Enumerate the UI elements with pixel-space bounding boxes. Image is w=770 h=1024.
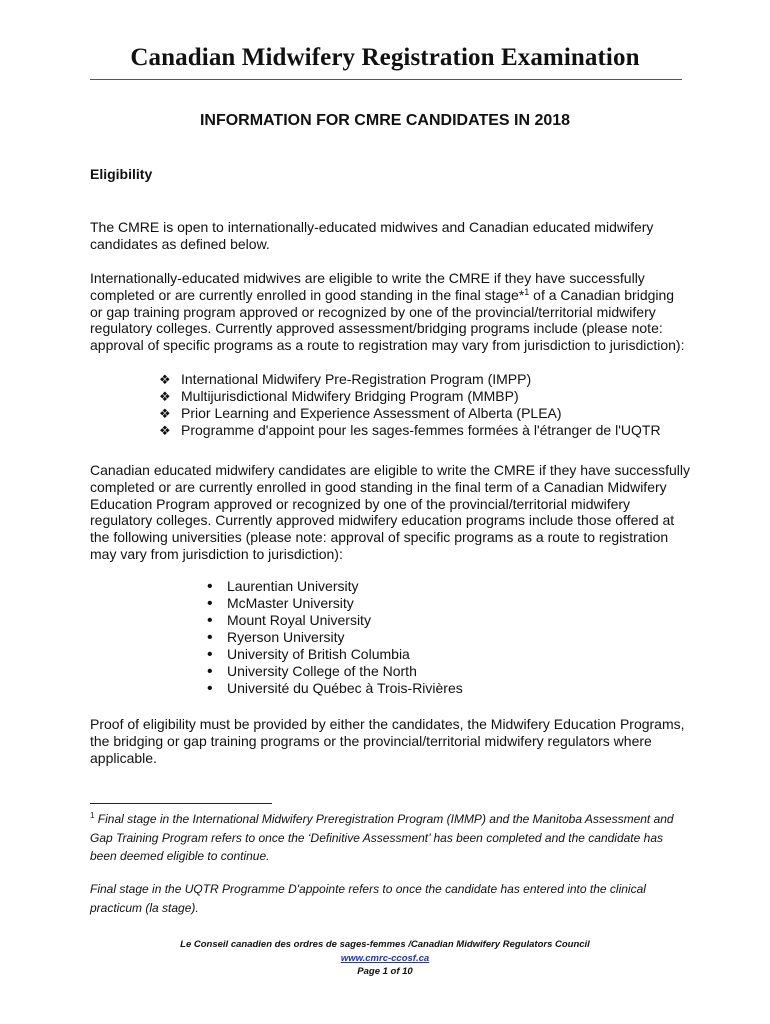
diamond-bullet-icon: ❖ [159,423,171,438]
list-item-label: University of British Columbia [227,646,410,662]
list-item [207,680,463,697]
internationally-educated-paragraph [90,270,690,354]
list-item-label: International Midwifery Pre-Registration Program (IMPP) [181,371,532,387]
page-number: Page 1 of 10 [357,966,413,977]
footnote-divider [90,803,272,804]
bullet-icon: • [207,595,213,612]
list-item [159,388,661,405]
proof-of-eligibility-paragraph: Proof of eligibility must be provided by either the candidates, the Midwifery Education Programs, the bridging or gap training programs or the provincial/territorial midwifery regulators where applicable. [90,716,685,766]
footnote-reference[interactable]: 1 [524,286,530,297]
footnote-text: Final stage in the International Midwifery Preregistration Program (IMMP) and the Manitoba Assessment and Gap Training Program refers to once the ‘Definitive Assessment’ has been completed and the candidate has been deemed eligible to continue. [90,812,674,863]
bullet-icon: • [207,612,213,629]
list-item-label: University College of the North [227,663,417,679]
bullet-icon: • [207,646,213,663]
list-item [207,646,463,663]
footer-website-link[interactable]: www.cmrc-ccosf.ca [340,952,430,964]
header-divider [90,79,682,80]
list-item [207,629,463,646]
canadian-educated-paragraph: Canadian educated midwifery candidates are eligible to write the CMRE if they have successfully completed or are currently enrolled in good standing in the final term of a Canadian Midwifery Education Program approved or recognized by one of the provincial/territorial midwifery regulatory colleges. Currently approved midwifery education programs include those offered at the following universities (please note: approval of specific programs as a route to registration may vary from jurisdiction to jurisdiction): [90,462,690,562]
list-item [159,405,661,422]
list-item-label: Mount Royal University [227,612,371,628]
list-item [207,595,463,612]
footnote-number: 1 [90,811,95,820]
bullet-icon: • [207,578,213,595]
list-item [207,578,463,595]
section-heading-eligibility: Eligibility [90,166,153,182]
diamond-bullet-icon: ❖ [159,389,171,404]
list-item-label: Laurentian University [227,578,359,594]
diamond-bullet-icon: ❖ [159,406,171,421]
list-item [207,612,463,629]
diamond-bullet-icon: ❖ [159,372,171,387]
list-item-label: Ryerson University [227,629,345,645]
university-list [207,578,463,697]
list-item-label: Prior Learning and Experience Assessment of Alberta (PLEA) [181,405,562,421]
document-heading: INFORMATION FOR CMRE CANDIDATES IN 2018 [199,112,571,129]
bullet-icon: • [207,680,213,697]
page-footer [0,938,770,979]
list-item [159,371,661,388]
bullet-icon: • [207,629,213,646]
ien-text-after: of a Canadian bridging or gap training program approved or recognized by one of the provincial/territorial midwifery regulatory colleges. Currently approved assessment/bridging programs include (please note: approval of specific programs as a route to registration may vary from jurisdiction to jurisdiction): [90,286,685,354]
list-item [159,422,661,439]
list-item-label: Université du Québec à Trois-Rivières [227,680,463,696]
list-item-label: McMaster University [227,595,354,611]
bullet-icon: • [207,663,213,680]
list-item-label: Multijurisdictional Midwifery Bridging Program (MMBP) [181,388,519,404]
intro-paragraph: The CMRE is open to internationally-educated midwives and Canadian educated midwifery candidates as defined below. [90,219,654,252]
footnote-2: Final stage in the UQTR Programme D'appointe refers to once the candidate has entered into the clinical practicum (la stage). [90,882,646,915]
bridging-program-list [159,371,661,439]
list-item [207,663,463,680]
page-header-title: Canadian Midwifery Registration Examination [130,44,640,71]
ien-text-before: Internationally-educated midwives are eligible to write the CMRE if they have successfully completed or are currently enrolled in good standing in the final stage* [90,270,645,303]
footer-organization: Le Conseil canadien des ordres de sages-femmes /Canadian Midwifery Regulators Council [180,939,590,950]
footnote-1 [90,810,690,866]
list-item-label: Programme d'appoint pour les sages-femmes formées à l'étranger de l'UQTR [181,422,661,438]
